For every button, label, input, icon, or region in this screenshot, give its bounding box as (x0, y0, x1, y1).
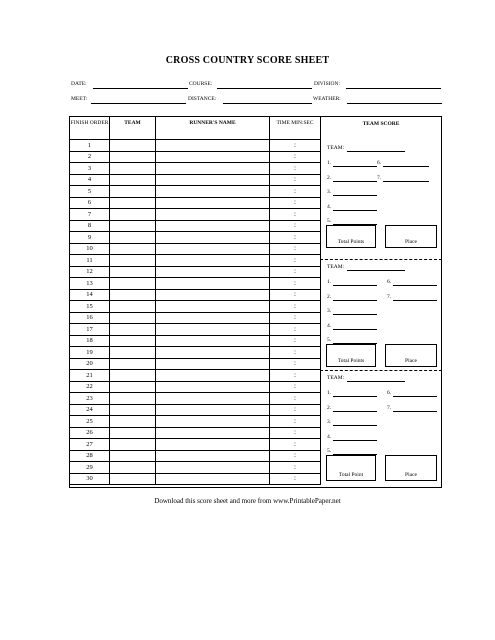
place-field[interactable] (333, 314, 377, 315)
runner-name-cell[interactable] (156, 163, 270, 175)
place-box[interactable] (385, 455, 437, 481)
runner-name-cell[interactable] (156, 358, 270, 370)
team-cell[interactable] (110, 324, 156, 336)
finish-order-cell: 6 (70, 197, 110, 209)
team-divider (320, 370, 442, 371)
place-label: 5. (327, 218, 332, 224)
time-cell[interactable]: : (270, 393, 321, 405)
time-cell[interactable]: : (270, 381, 321, 393)
place-field[interactable] (393, 411, 437, 412)
place-box[interactable] (385, 344, 437, 367)
place-box-label: Place (405, 358, 417, 364)
place-label: 2. (327, 404, 332, 411)
time-cell[interactable]: : (270, 140, 321, 152)
runner-name-cell[interactable] (156, 347, 270, 359)
place-label: 7. (377, 174, 382, 181)
place-field[interactable] (393, 396, 437, 397)
course-field[interactable] (217, 88, 312, 89)
finish-order-cell: 23 (70, 393, 110, 405)
team-cell[interactable] (110, 439, 156, 451)
finish-order-cell: 1 (70, 140, 110, 152)
place-box-label: Place (405, 472, 417, 478)
place-label: 6. (387, 390, 392, 396)
team-cell[interactable] (110, 450, 156, 462)
division-label: DIVISION: (314, 81, 340, 87)
time-cell[interactable]: : (270, 358, 321, 370)
date-field[interactable] (93, 88, 188, 89)
runner-name-cell[interactable] (156, 232, 270, 244)
team-cell[interactable] (110, 151, 156, 163)
finish-order-cell: 22 (70, 381, 110, 393)
runner-name-cell[interactable] (156, 186, 270, 198)
team-cell[interactable] (110, 140, 156, 152)
table-row (70, 151, 321, 163)
place-label: 3. (327, 308, 332, 314)
runner-name-cell[interactable] (156, 278, 270, 290)
table-row (70, 255, 321, 267)
total-points-box[interactable] (326, 344, 376, 367)
team-name-field[interactable] (347, 151, 405, 152)
place-label: 4. (327, 322, 332, 329)
table-row (70, 220, 321, 232)
runner-name-cell[interactable] (156, 439, 270, 451)
date-label: DATE: (71, 81, 87, 87)
table-row (70, 324, 321, 336)
runner-name-cell[interactable] (156, 450, 270, 462)
time-cell[interactable]: : (270, 232, 321, 244)
team-header: TEAM (110, 117, 156, 140)
table-row (70, 462, 321, 474)
place-field[interactable] (333, 195, 377, 196)
place-field[interactable] (383, 166, 429, 167)
table-row (70, 174, 321, 186)
time-cell[interactable]: : (270, 416, 321, 428)
place-field[interactable] (393, 300, 437, 301)
table-row (70, 427, 321, 439)
course-label: COURSE: (189, 81, 213, 87)
weather-field[interactable] (347, 103, 442, 104)
place-field[interactable] (333, 329, 377, 330)
team-cell[interactable] (110, 416, 156, 428)
finish-order-cell: 27 (70, 439, 110, 451)
finish-order-cell: 16 (70, 312, 110, 324)
finish-order-cell: 18 (70, 335, 110, 347)
time-header: TIME MIN:SEC (270, 117, 321, 140)
team-cell[interactable] (110, 174, 156, 186)
team-cell[interactable] (110, 358, 156, 370)
distance-label: DISTANCE: (188, 96, 217, 102)
time-cell[interactable]: : (270, 220, 321, 232)
table-row (70, 416, 321, 428)
team-divider (320, 259, 442, 260)
total-points-label: Total Points (337, 239, 365, 245)
finish-order-cell: 8 (70, 220, 110, 232)
time-cell[interactable]: : (270, 186, 321, 198)
time-cell[interactable]: : (270, 174, 321, 186)
distance-field[interactable] (223, 103, 312, 104)
place-field[interactable] (333, 166, 377, 167)
team-cell[interactable] (110, 370, 156, 382)
team-cell[interactable] (110, 209, 156, 221)
finish-order-cell: 20 (70, 358, 110, 370)
table-row (70, 186, 321, 198)
runner-name-cell[interactable] (156, 151, 270, 163)
team-cell[interactable] (110, 163, 156, 175)
team-cell[interactable] (110, 243, 156, 255)
time-cell[interactable]: : (270, 370, 321, 382)
meet-field[interactable] (91, 103, 186, 104)
table-row (70, 197, 321, 209)
team-name-field[interactable] (347, 270, 405, 271)
finish-order-cell: 13 (70, 278, 110, 290)
page-title: CROSS COUNTRY SCORE SHEET (165, 55, 330, 66)
table-row (70, 473, 321, 485)
team-cell[interactable] (110, 347, 156, 359)
table-row (70, 393, 321, 405)
table-row (70, 358, 321, 370)
place-label: 1. (327, 279, 332, 285)
runner-name-cell[interactable] (156, 301, 270, 313)
team-label: TEAM: (327, 264, 345, 270)
table-row (70, 140, 321, 152)
runner-name-cell[interactable] (156, 220, 270, 232)
team-cell[interactable] (110, 381, 156, 393)
time-cell[interactable]: : (270, 209, 321, 221)
place-field[interactable] (393, 285, 437, 286)
time-cell[interactable]: : (270, 301, 321, 313)
place-field[interactable] (333, 425, 377, 426)
team-cell[interactable] (110, 289, 156, 301)
table-row (70, 163, 321, 175)
division-field[interactable] (346, 88, 441, 89)
time-cell[interactable]: : (270, 266, 321, 278)
meet-label: MEET: (71, 96, 88, 102)
table-row (70, 312, 321, 324)
time-cell[interactable]: : (270, 289, 321, 301)
runner-name-cell[interactable] (156, 393, 270, 405)
finish-order-cell: 9 (70, 232, 110, 244)
team-cell[interactable] (110, 312, 156, 324)
team-label: TEAM: (327, 145, 345, 151)
time-cell[interactable]: : (270, 439, 321, 451)
finish-order-cell: 3 (70, 163, 110, 175)
runner-name-cell[interactable] (156, 335, 270, 347)
time-cell[interactable]: : (270, 427, 321, 439)
finish-order-cell: 30 (70, 473, 110, 485)
time-cell[interactable]: : (270, 197, 321, 209)
team-cell[interactable] (110, 186, 156, 198)
team-cell[interactable] (110, 255, 156, 267)
place-field[interactable] (333, 440, 377, 441)
place-label: 6. (377, 160, 382, 166)
time-cell[interactable]: : (270, 335, 321, 347)
table-row (70, 335, 321, 347)
team-cell[interactable] (110, 462, 156, 474)
time-cell[interactable]: : (270, 347, 321, 359)
total-points-label: Total Point (338, 472, 364, 478)
place-label: 2. (327, 174, 332, 181)
team-cell[interactable] (110, 278, 156, 290)
team-score-header: TEAM SCORE (362, 121, 400, 127)
runner-name-cell[interactable] (156, 404, 270, 416)
team-cell[interactable] (110, 301, 156, 313)
team-cell[interactable] (110, 473, 156, 485)
place-label: 4. (327, 203, 332, 210)
runner-name-cell[interactable] (156, 324, 270, 336)
finish-order-cell: 25 (70, 416, 110, 428)
table-row (70, 439, 321, 451)
finish-order-cell: 29 (70, 462, 110, 474)
time-cell[interactable]: : (270, 404, 321, 416)
team-cell[interactable] (110, 393, 156, 405)
place-label: 5. (327, 337, 332, 343)
team-cell[interactable] (110, 335, 156, 347)
table-row (70, 243, 321, 255)
table-row (70, 278, 321, 290)
finish-order-cell: 24 (70, 404, 110, 416)
time-cell[interactable]: : (270, 278, 321, 290)
finish-order-cell: 12 (70, 266, 110, 278)
finish-order-cell: 19 (70, 347, 110, 359)
team-cell[interactable] (110, 404, 156, 416)
table-row (70, 404, 321, 416)
place-box-label: Place (405, 239, 417, 245)
table-row (70, 370, 321, 382)
place-field[interactable] (333, 411, 377, 412)
team-cell[interactable] (110, 232, 156, 244)
finish-order-cell: 17 (70, 324, 110, 336)
place-label: 3. (327, 189, 332, 195)
table-row (70, 289, 321, 301)
finish-order-cell: 26 (70, 427, 110, 439)
table-row (70, 450, 321, 462)
place-field[interactable] (333, 300, 377, 301)
runner-name-cell[interactable] (156, 209, 270, 221)
runner-name-cell[interactable] (156, 243, 270, 255)
time-cell[interactable]: : (270, 462, 321, 474)
time-cell[interactable]: : (270, 255, 321, 267)
place-label: 1. (327, 390, 332, 396)
table-row (70, 381, 321, 393)
runners-table (69, 116, 321, 485)
place-label: 3. (327, 419, 332, 425)
place-label: 7. (387, 293, 392, 300)
place-label: 5. (327, 448, 332, 454)
table-header-row (70, 117, 321, 140)
finish-order-cell: 10 (70, 243, 110, 255)
runner-name-cell[interactable] (156, 174, 270, 186)
place-box[interactable] (385, 225, 437, 248)
place-label: 4. (327, 433, 332, 440)
runner-name-cell[interactable] (156, 427, 270, 439)
runner-name-cell[interactable] (156, 473, 270, 485)
finish-order-cell: 7 (70, 209, 110, 221)
time-cell[interactable]: : (270, 243, 321, 255)
place-field[interactable] (383, 181, 429, 182)
runner-name-cell[interactable] (156, 416, 270, 428)
team-name-field[interactable] (347, 381, 405, 382)
time-cell[interactable]: : (270, 324, 321, 336)
table-row (70, 232, 321, 244)
finish-order-cell: 21 (70, 370, 110, 382)
team-label: TEAM: (327, 375, 345, 381)
place-field[interactable] (333, 396, 377, 397)
runner-name-cell[interactable] (156, 381, 270, 393)
footer-note: Download this score sheet and more from www.PrintablePaper.net (154, 497, 341, 505)
finish-order-cell: 15 (70, 301, 110, 313)
place-label: 1. (327, 160, 332, 166)
runner-name-cell[interactable] (156, 140, 270, 152)
team-cell[interactable] (110, 266, 156, 278)
place-label: 7. (387, 404, 392, 411)
runner-name-cell[interactable] (156, 255, 270, 267)
place-field[interactable] (333, 285, 377, 286)
runner-name-cell[interactable] (156, 370, 270, 382)
time-cell[interactable]: : (270, 450, 321, 462)
runner-name-cell[interactable] (156, 462, 270, 474)
weather-label: WEATHER: (313, 96, 341, 102)
finish-order-cell: 28 (70, 450, 110, 462)
runner-name-cell[interactable] (156, 197, 270, 209)
table-row (70, 209, 321, 221)
place-field[interactable] (333, 181, 377, 182)
total-points-label: Total Points (337, 358, 365, 364)
finish-order-cell: 11 (70, 255, 110, 267)
runner-rows (70, 140, 321, 485)
runner-name-cell[interactable] (156, 266, 270, 278)
runner-name-header: RUNNER'S NAME (156, 117, 270, 140)
team-cell[interactable] (110, 197, 156, 209)
total-points-box[interactable] (326, 455, 376, 481)
place-field[interactable] (333, 210, 377, 211)
time-cell[interactable]: : (270, 151, 321, 163)
team-cell[interactable] (110, 427, 156, 439)
time-cell[interactable]: : (270, 163, 321, 175)
place-label: 2. (327, 293, 332, 300)
table-row (70, 347, 321, 359)
finish-order-header: FINISH ORDER (70, 117, 110, 140)
finish-order-cell: 5 (70, 186, 110, 198)
runner-name-cell[interactable] (156, 289, 270, 301)
place-label: 6. (387, 279, 392, 285)
finish-order-cell: 4 (70, 174, 110, 186)
total-points-box[interactable] (326, 225, 376, 248)
runner-name-cell[interactable] (156, 312, 270, 324)
time-cell[interactable]: : (270, 473, 321, 485)
team-cell[interactable] (110, 220, 156, 232)
time-cell[interactable]: : (270, 312, 321, 324)
table-row (70, 266, 321, 278)
finish-order-cell: 2 (70, 151, 110, 163)
table-row (70, 301, 321, 313)
finish-order-cell: 14 (70, 289, 110, 301)
